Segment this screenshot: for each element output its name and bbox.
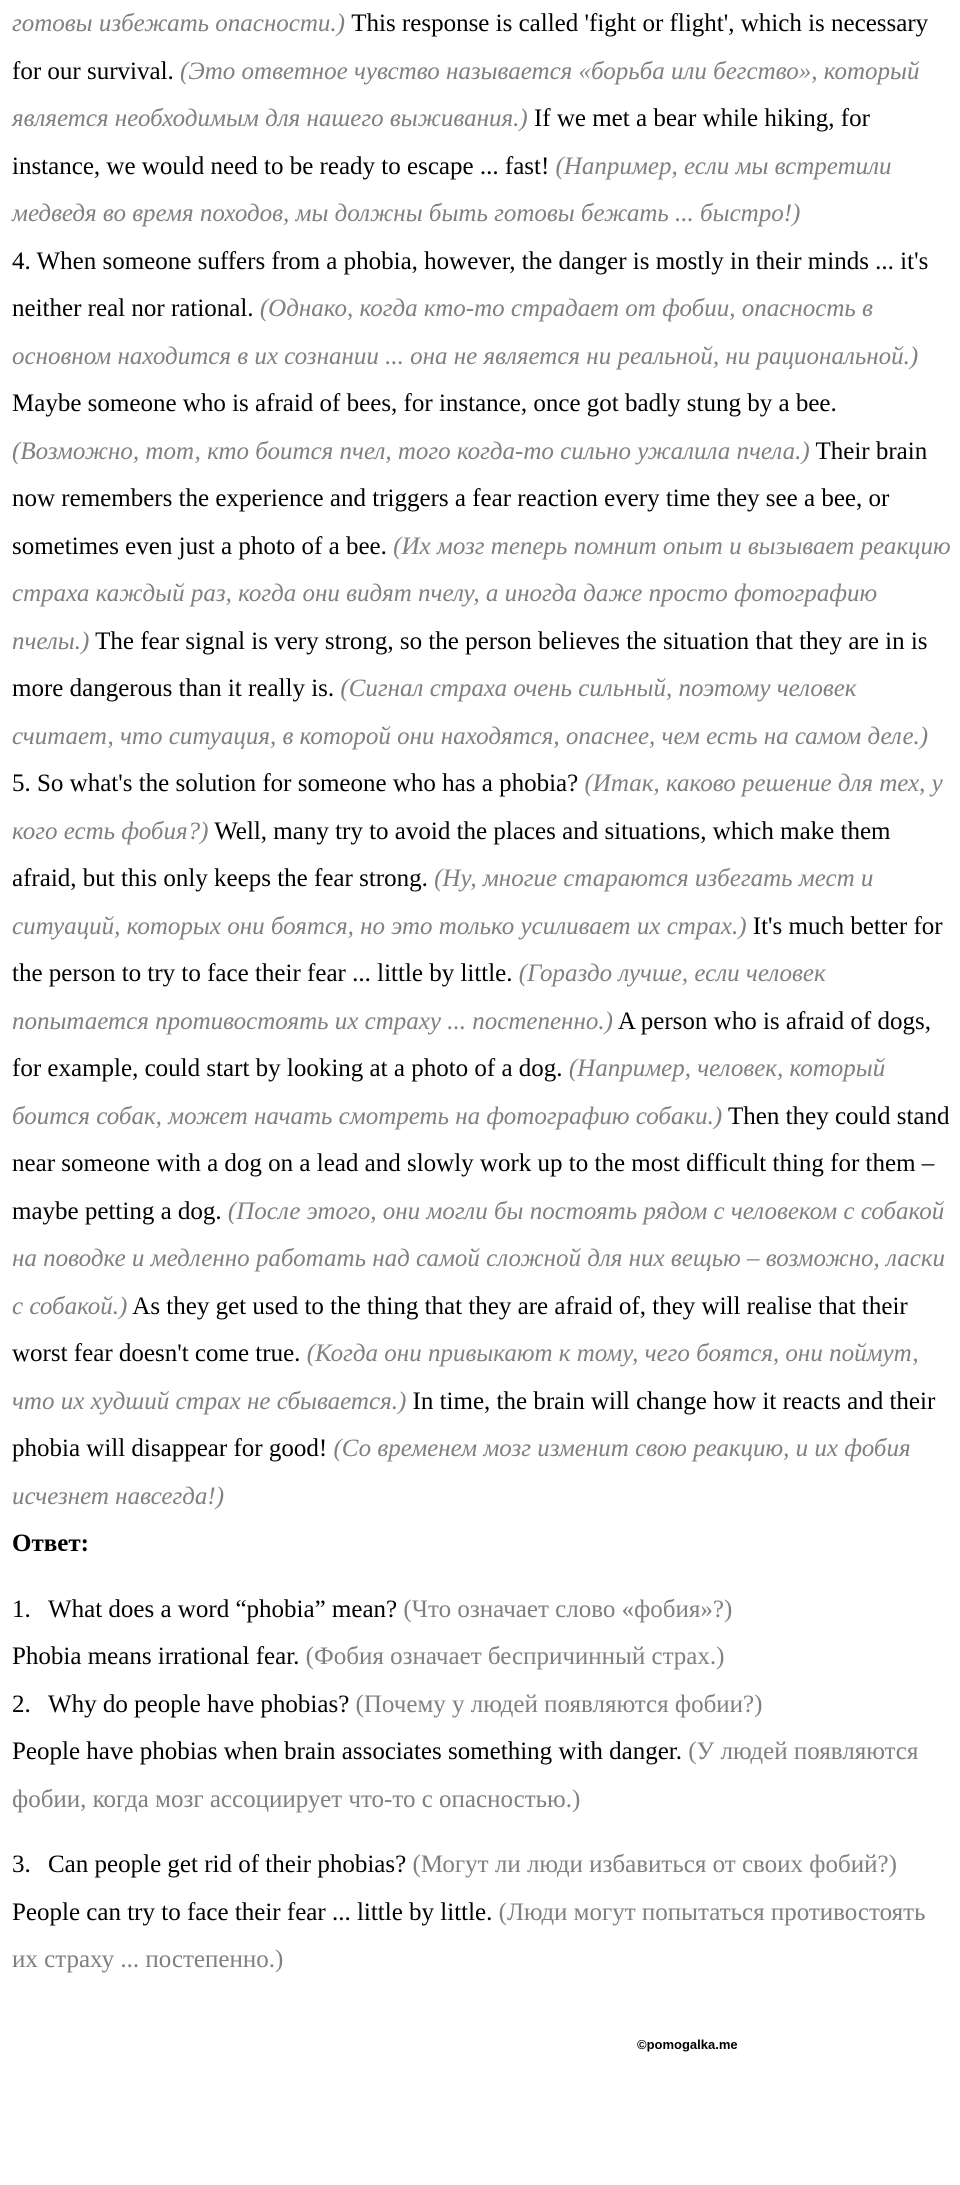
answer-text-ru: (Фобия означает беспричинный страх.) — [305, 1643, 725, 1670]
answer-3 — [12, 1889, 957, 1984]
text-en: Well, many try to avoid the places and situations, which make them afraid, but this only keeps the fear strong. — [12, 817, 891, 892]
text-en: This response is called 'fight or flight', which is necessary for our survival. — [12, 10, 929, 85]
text-en: The fear signal is very strong, so the person believes the situation that they are in is more dangerous than it really is. — [12, 627, 928, 702]
translation-ru: (Например, если мы встретили медведя во время походов, мы должны быть готовы бежать ... быстро!) — [12, 152, 892, 227]
document-page — [12, 0, 957, 1984]
text-en: Maybe someone who is afraid of bees, for instance, once got badly stung by a bee. — [12, 390, 837, 417]
translation-ru: (Гораздо лучше, если человек попытается противостоять их страху ... постепенно.) — [12, 960, 826, 1035]
translation-ru: (Сигнал страха очень сильный, поэтому человек считает, что ситуация, в которой они находятся, опаснее, чем есть на самом деле.) — [12, 675, 929, 750]
question-number: 3. — [12, 1851, 31, 1878]
answer-text-ru: (Люди могут попытаться противостоять их страху ... постепенно.) — [12, 1898, 926, 1973]
translation-ru: (Например, человек, который боится собак, может начать смотреть на фотографию собаки.) — [12, 1055, 886, 1130]
translation-ru: готовы избежать опасности.) — [12, 10, 345, 37]
text-en: 4. When someone suffers from a phobia, however, the danger is mostly in their minds ... it's neither real nor rational. — [12, 247, 929, 322]
translation-ru: (После этого, они могли бы постоять рядом с человеком с собакой на поводке и медленно работать над самой сложной для них вещью – возможно, ласки с собакой.) — [12, 1197, 946, 1320]
answer-item-1 — [12, 1586, 957, 1681]
question-1 — [12, 1586, 957, 1634]
question-number: 2. — [12, 1690, 31, 1718]
answer-item-2 — [12, 1681, 957, 1824]
translation-ru: (Возможно, тот, кто боится пчел, того когда-то сильно ужалила пчела.) — [12, 437, 810, 465]
translation-ru: (Это ответное чувство называется «борьба или бегство», который является необходимым для нашего выживания.) — [12, 57, 920, 132]
question-2 — [12, 1681, 957, 1729]
translation-ru: (Со временем мозг изменит свою реакцию, и их фобия исчезнет навсегда!) — [12, 1435, 911, 1510]
question-text-en: Can people get rid of their phobias? — [48, 1851, 413, 1878]
translation-ru: (Их мозг теперь помнит опыт и вызывает реакцию страха каждый раз, когда они видят пчелу, а иногда даже просто фотографию пчелы.) — [12, 532, 951, 655]
answer-text-ru: (У людей появляются фобии, когда мозг ассоциирует что-то с опасностью.) — [12, 1738, 919, 1813]
text-en: Their brain now remembers the experience and triggers a fear reaction every time they see a bee, or sometimes even just a photo of a bee. — [12, 437, 928, 560]
text-en: As they get used to the thing that they are afraid of, they will realise that their worst fear doesn't come true. — [12, 1292, 908, 1367]
spacer — [12, 1823, 957, 1841]
passage-paragraph-4 — [12, 238, 957, 761]
text-en: It's much better for the person to try to face their fear ... little by little. — [12, 912, 943, 987]
text-en: In time, the brain will change how it reacts and their phobia will disappear for good! — [12, 1387, 936, 1462]
question-number: 1. — [12, 1595, 31, 1623]
answer-2 — [12, 1728, 957, 1823]
text-en: If we met a bear while hiking, for instance, we would need to be ready to escape ... fast! — [12, 105, 870, 180]
answer-text-en: People can try to face their fear ... little by little. — [12, 1898, 499, 1926]
question-text-ru: (Что означает слово «фобия»?) — [403, 1595, 733, 1623]
text-en: Then they could stand near someone with a dog on a lead and slowly work up to the most difficult thing for them – maybe petting a dog. — [12, 1102, 950, 1225]
question-text-ru: (Могут ли люди избавиться от своих фобий?) — [412, 1851, 897, 1878]
question-text-en: What does a word “phobia” mean? — [48, 1595, 404, 1623]
answer-item-3 — [12, 1841, 957, 1984]
text-en: 5. So what's the solution for someone who has a phobia? — [12, 770, 585, 797]
question-3 — [12, 1841, 957, 1889]
translation-ru: (Итак, каково решение для тех, у кого есть фобия?) — [12, 770, 943, 845]
text-en: A person who is afraid of dogs, for example, could start by looking at a photo of a dog. — [12, 1007, 931, 1082]
question-text-en: Why do people have phobias? — [48, 1690, 356, 1718]
spacer — [12, 1568, 957, 1586]
passage-paragraph-3-continued — [12, 0, 957, 238]
translation-ru: (Однако, когда кто-то страдает от фобии, опасность в основном находится в их сознании ... она не является ни реальной, ни рациональной.) — [12, 295, 919, 370]
site-watermark: ©pomogalka.me — [637, 2037, 738, 2052]
translation-ru: (Когда они привыкают к тому, чего боятся, они поймут, что их худший страх не сбывается.) — [12, 1340, 919, 1415]
translation-ru: (Ну, многие стараются избегать мест и ситуаций, которых они боятся, но это только усиливает их страх.) — [12, 865, 874, 940]
answer-1 — [12, 1633, 957, 1681]
answer-heading: Ответ: — [12, 1530, 89, 1557]
question-text-ru: (Почему у людей появляются фобии?) — [355, 1690, 763, 1718]
answer-text-en: People have phobias when brain associates something with danger. — [12, 1738, 689, 1765]
passage-paragraph-5 — [12, 760, 957, 1520]
answer-text-en: Phobia means irrational fear. — [12, 1643, 306, 1670]
